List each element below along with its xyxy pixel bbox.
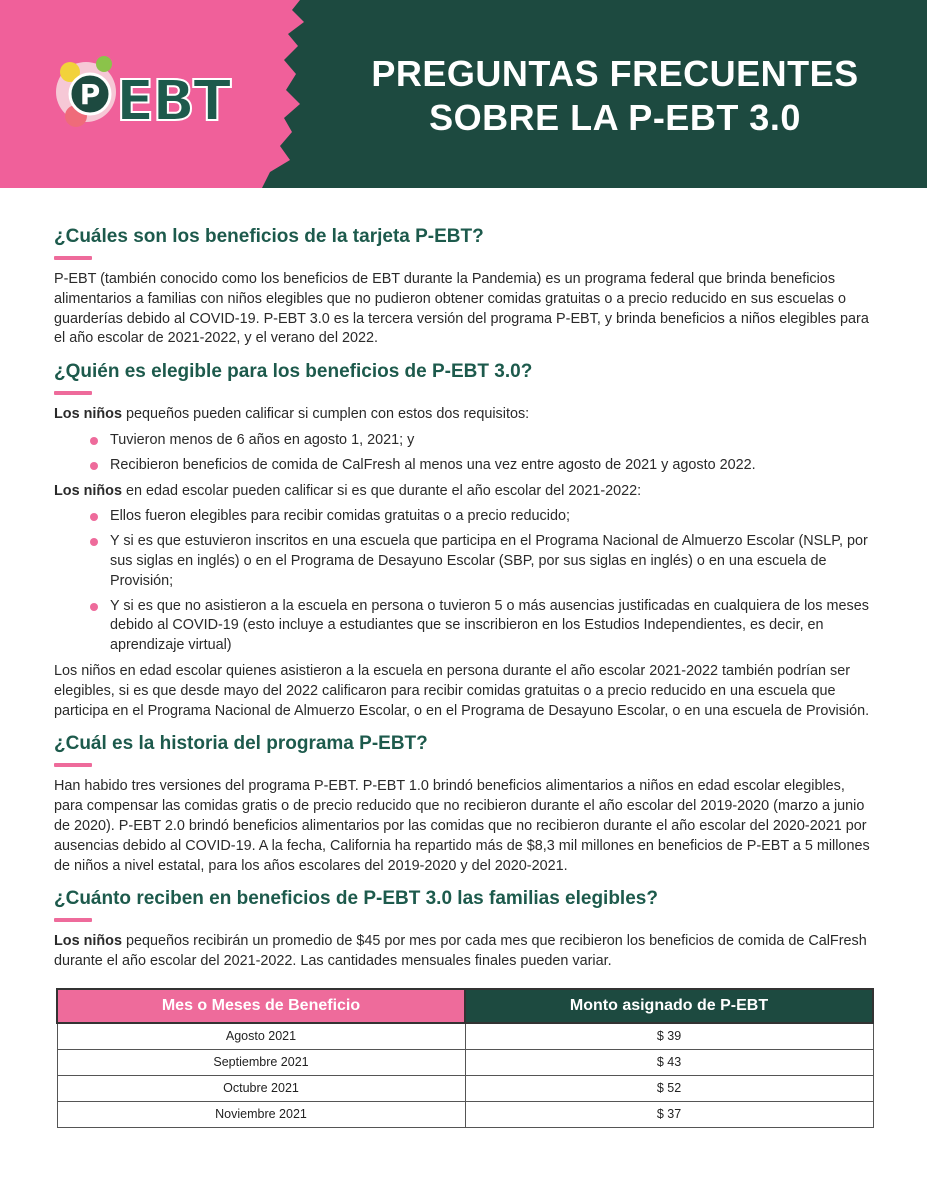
list-item-text: Y si es que estuvieron inscritos en una escuela que participa en el Programa Nacional de Almuerzo Escolar (NSLP, por sus siglas en inglés) o en el Programa de Desayuno Escolar (SBP, por sus siglas en inglés) o en una escuela de Provisión; [110, 533, 868, 589]
benefits-table [56, 988, 874, 1128]
column-header-month: Mes o Meses de Beneficio [57, 989, 465, 1023]
svg-text:P: P [79, 78, 101, 111]
paragraph [54, 932, 876, 972]
table-cell-month: Octubre 2021 [57, 1075, 465, 1101]
table-cell-amount: $ 43 [465, 1049, 873, 1075]
page-header [0, 0, 927, 188]
paragraph [54, 482, 876, 502]
heading-underline [54, 763, 92, 767]
bold-text: Los niños [54, 406, 122, 423]
section-text: Han habido tres versiones del programa P-EBT. P-EBT 1.0 brindó beneficios alimentarios a niños en edad escolar elegibles, para compensar las comidas gratis o de precio reducido que no recibieron durante el año escolar del 2019-2020 (marzo a junio de 2020). P-EBT 2.0 brindó beneficios alimentarios por las comidas que no recibieron durante el año escolar del 2020-2021 por ausencias debido al COVID-19. A la fecha, California ha repartido más de $8,3 mil millones en beneficios de P-EBT a 5 millones de niños a nivel estatal, para los años escolares del 2019-2020 y del 2020-2021. [54, 778, 870, 874]
bullet-icon [90, 513, 98, 521]
page-title [345, 52, 885, 140]
section-benefits [54, 224, 876, 349]
table-row [57, 1101, 873, 1127]
title-line-2: SOBRE LA P-EBT 3.0 [429, 97, 801, 138]
title-line-1: PREGUNTAS FRECUENTES [371, 53, 859, 94]
heading-underline [54, 256, 92, 260]
table-cell-amount: $ 39 [465, 1023, 873, 1050]
table-header-row [57, 989, 873, 1023]
table-cell-month: Agosto 2021 [57, 1023, 465, 1050]
paragraph-text: pequeños recibirán un promedio de $45 por mes por cada mes que recibieron los beneficios de comida de CalFresh durante el año escolar del 2021-2022. Las cantidades mensuales finales pueden variar. [54, 933, 867, 970]
main-content [54, 224, 876, 1138]
table-cell-amount: $ 37 [465, 1101, 873, 1127]
requirements-list-young [54, 431, 876, 476]
paragraph-text: en edad escolar pueden calificar si es que durante el año escolar del 2021-2022: [121, 482, 642, 499]
section-eligibility [54, 359, 876, 721]
list-item [90, 532, 876, 591]
table-row [57, 1049, 873, 1075]
section-text: P-EBT (también conocido como los beneficios de EBT durante la Pandemia) es un programa federal que brinda beneficios alimentarios a familias con niños elegibles que no pudieron obtener comidas gratuitas o a precio reducido en sus escuelas o guarderías debido al COVID-19. P-EBT 3.0 es la tercera versión del programa P-EBT, y brinda beneficios a niños elegibles para el año escolar de 2021-2022, y el verano del 2022. [54, 271, 869, 347]
p-ebt-logo [50, 44, 250, 144]
table-cell-month: Noviembre 2021 [57, 1101, 465, 1127]
table-cell-amount: $ 52 [465, 1075, 873, 1101]
heading-underline [54, 918, 92, 922]
paragraph: Los niños en edad escolar quienes asistieron a la escuela en persona durante el año escolar 2021-2022 también podrían ser elegibles, si es que desde mayo del 2022 calificaron para recibir comidas gratuitas o a precio reducido en una escuela que participa en el Programa Nacional de Almuerzo Escolar, o en el Programa de Desayuno Escolar, o en una escuela de Provisión. [54, 662, 870, 719]
section-heading: ¿Cuál es la historia del programa P-EBT? [54, 733, 428, 755]
section-history [54, 731, 876, 876]
table-row [57, 1023, 873, 1050]
bullet-icon [90, 462, 98, 470]
heading-underline [54, 391, 92, 395]
section-heading: ¿Quién es elegible para los beneficios de P-EBT 3.0? [54, 361, 533, 383]
paragraph [54, 405, 876, 425]
bullet-icon [90, 603, 98, 611]
svg-text:EBT: EBT [116, 69, 230, 134]
bullet-icon [90, 437, 98, 445]
table-row [57, 1075, 873, 1101]
list-item [90, 507, 876, 527]
list-item [90, 597, 876, 656]
list-item-text: Ellos fueron elegibles para recibir comidas gratuitas o a precio reducido; [110, 508, 570, 525]
bold-text: Los niños [54, 482, 122, 499]
bold-text: Los niños [54, 933, 122, 950]
requirements-list-school [54, 507, 876, 656]
list-item [90, 431, 876, 451]
section-heading: ¿Cuáles son los beneficios de la tarjeta P-EBT? [54, 226, 484, 247]
column-header-amount: Monto asignado de P-EBT [465, 989, 873, 1023]
list-item [90, 456, 876, 476]
list-item-text: Tuvieron menos de 6 años en agosto 1, 2021; y [110, 431, 415, 448]
list-item-text: Y si es que no asistieron a la escuela en persona o tuvieron 5 o más ausencias justificadas en cualquiera de los meses debido al COVID-19 (esto incluye a estudiantes que se inscribieron en los Estudios Independientes, es decir, en aprendizaje virtual) [110, 597, 869, 654]
section-amounts [54, 886, 876, 1128]
table-cell-month: Septiembre 2021 [57, 1049, 465, 1075]
list-item-text: Recibieron beneficios de comida de CalFresh al menos una vez entre agosto de 2021 y agosto 2022. [110, 456, 756, 473]
section-heading: ¿Cuánto reciben en beneficios de P-EBT 3.0 las familias elegibles? [54, 888, 658, 910]
paragraph-text: pequeños pueden calificar si cumplen con estos dos requisitos: [121, 406, 530, 423]
bullet-icon [90, 538, 98, 546]
